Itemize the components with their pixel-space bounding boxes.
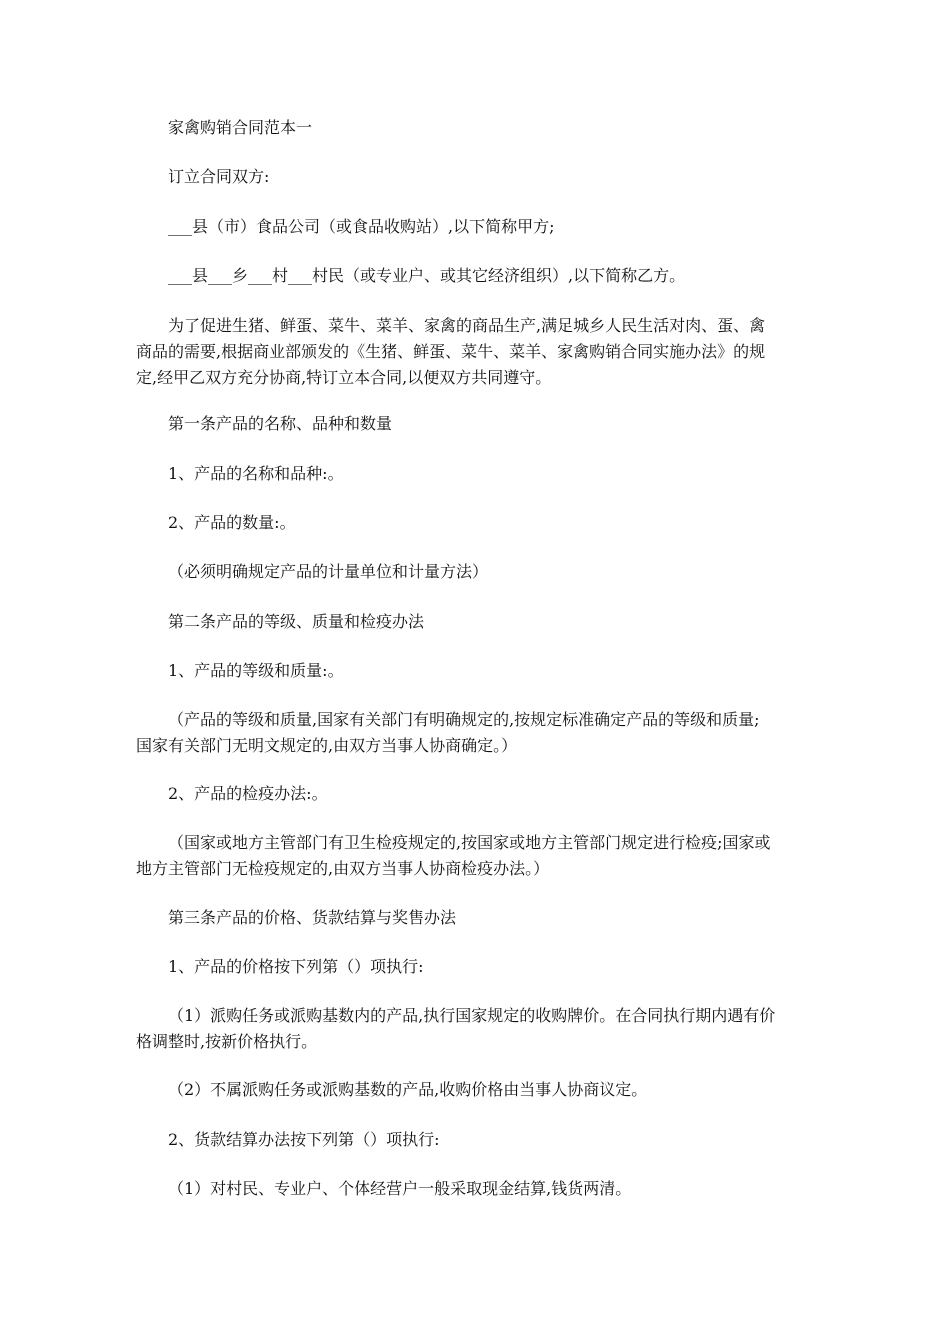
party-a-line: ___县（市）食品公司（或食品收购站）,以下简称甲方;: [168, 217, 555, 236]
party-b-line: ___县___乡___村___村民（或专业户、或其它经济组织）,以下简称乙方。: [168, 266, 686, 285]
article-3-item-1-option-1-line-2: 格调整时,按新价格执行。: [136, 1032, 318, 1051]
preamble-line-2: 商品的需要,根据商业部颁发的《生猪、鲜蛋、菜牛、菜羊、家禽购销合同实施办法》的规: [136, 342, 766, 361]
article-3-item-1-option-2: （2）不属派购任务或派购基数的产品,收购价格由当事人协商议定。: [168, 1080, 648, 1099]
article-2-note-2-line-2: 地方主管部门无检疫规定的,由双方当事人协商检疫办法。）: [136, 859, 550, 878]
article-1-item-2: 2、产品的数量:。: [168, 513, 296, 532]
article-3-item-2: 2、货款结算办法按下列第（）项执行:: [168, 1130, 440, 1149]
article-2-item-1: 1、产品的等级和质量:。: [168, 661, 344, 680]
article-2-note-2-line-1: （国家或地方主管部门有卫生检疫规定的,按国家或地方主管部门规定进行检疫;国家或: [168, 833, 771, 852]
preamble-line-1: 为了促进生猪、鲜蛋、菜牛、菜羊、家禽的商品生产,满足城乡人民生活对肉、蛋、禽: [168, 316, 766, 335]
article-1-note: （必须明确规定产品的计量单位和计量方法）: [168, 562, 489, 581]
article-2-note-1-line-2: 国家有关部门无明文规定的,由双方当事人协商确定。）: [136, 736, 518, 755]
article-2-heading: 第二条产品的等级、质量和检疫办法: [168, 612, 425, 631]
article-3-heading: 第三条产品的价格、货款结算与奖售办法: [168, 908, 457, 927]
article-2-item-2: 2、产品的检疫办法:。: [168, 784, 328, 803]
article-3-item-2-option-1: （1）对村民、专业户、个体经营户一般采取现金结算,钱货两清。: [168, 1179, 632, 1198]
article-1-item-1: 1、产品的名称和品种:。: [168, 464, 344, 483]
article-2-note-1: [136, 707, 826, 759]
preamble-line-3: 定,经甲乙双方充分协商,特订立本合同,以便双方共同遵守。: [136, 368, 552, 387]
article-3-item-1: 1、产品的价格按下列第（）项执行:: [168, 957, 424, 976]
article-3-item-1-option-1-line-1: （1）派购任务或派购基数内的产品,执行国家规定的收购牌价。在合同执行期内遇有价: [168, 1006, 776, 1025]
parties-heading: 订立合同双方:: [168, 167, 270, 186]
article-2-note-1-line-1: （产品的等级和质量,国家有关部门有明确规定的,按规定标准确定产品的等级和质量;: [168, 710, 760, 729]
preamble-paragraph: [136, 313, 826, 391]
article-1-heading: 第一条产品的名称、品种和数量: [168, 414, 393, 433]
article-3-item-1-option-1: [136, 1003, 826, 1055]
article-2-note-2: [136, 830, 826, 882]
document-title: 家禽购销合同范本一: [168, 118, 313, 137]
